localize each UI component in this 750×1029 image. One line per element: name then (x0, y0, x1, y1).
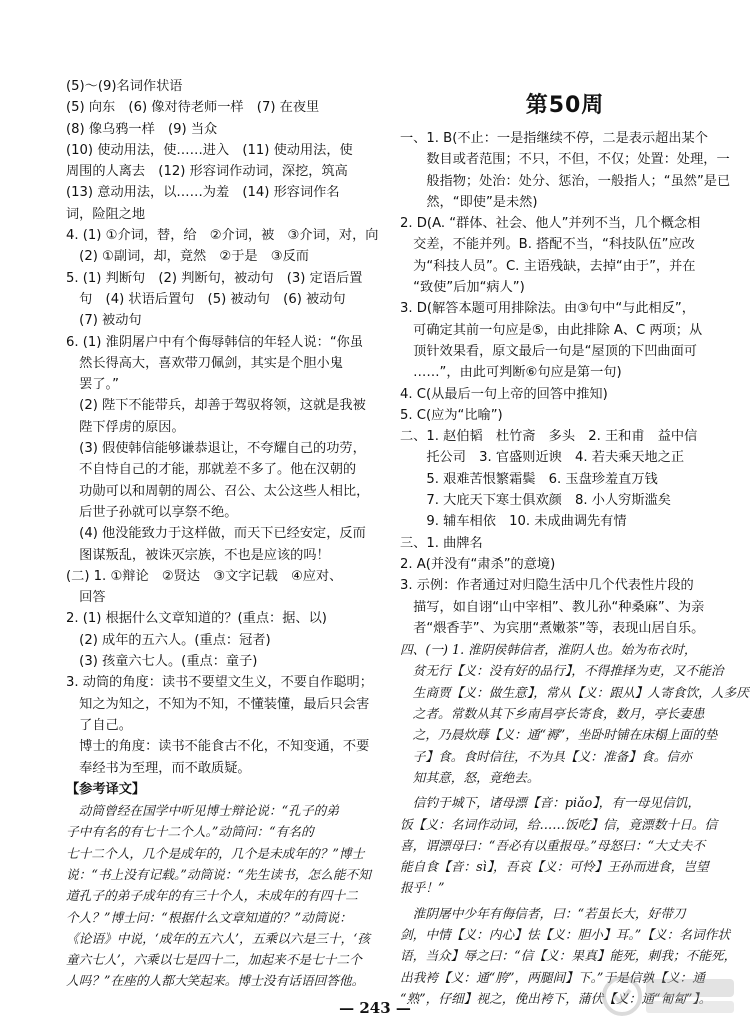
right-text-line: 出我袴【义：通“胯”，两腿间】下。”于是信孰【义：通 (400, 969, 705, 985)
left-text-line: (13) 意动用法，以……为羞 (14) 形容词作名 (66, 185, 340, 201)
left-text-line: 3. 动筒的角度：读书不要望文生义，不要自作聪明； (66, 675, 373, 691)
left-text-line: 词，险阻之地 (66, 206, 146, 222)
right-text-line: 数目或者范围；不只，不但，不仅；处置：处理，一 (400, 152, 730, 168)
left-text-line: 子中有名的有七十二个人。”动筒问：“有名的 (66, 824, 314, 840)
left-text-line: (10) 使动用法，使……进入 (11) 使动用法，使 (66, 142, 353, 158)
right-text-line: 生商贾【义：做生意】，常从【义：跟从】人寄食饮，人多厌 (400, 684, 749, 700)
left-text-line: 【参考译文】 (66, 781, 146, 797)
right-text-line: 5. C(应为“比喻”) (400, 407, 503, 423)
left-text-line: 罢了。” (66, 377, 119, 393)
left-text-line: 回答 (66, 590, 106, 606)
watermark-logo-icon (600, 969, 740, 1023)
left-text-line: (2) 陛下不能带兵，却善于驾驭将领，这就是我被 (66, 398, 366, 414)
right-text-line: 描写，如自诩“山中宰相”、教儿孙“种桑麻”、为亲 (400, 599, 705, 615)
right-text-line: 2. D(A. “群体、社会、他人”并列不当，几个概念相 (400, 216, 701, 232)
right-text-line: 知其意，怒，竟绝去。 (400, 769, 540, 785)
right-text-line: 信钓于城下，诸母漂【音：piǎo】，有一母见信饥， (400, 795, 701, 811)
right-text-line: 4. C(从最后一句上帝的回答中推知) (400, 386, 608, 402)
left-text-line: 陛下俘虏的原因。 (66, 419, 185, 435)
right-text-line: 喜，谓漂母曰：“吾必有以重报母。”母怒曰：“大丈夫不 (400, 837, 705, 853)
left-text-line: 4. (1) ①介词，替，给 ②介词，被 ③介词，对，向 (66, 228, 379, 244)
right-text-line: 子】食。食时信往，不为具【义：准备】食。信亦 (400, 748, 692, 764)
left-text-line: 说：“书上没有记载。”动筒说：“先生读书，怎么能不知 (66, 866, 371, 882)
right-column (400, 128, 749, 1009)
right-text-line: 之，乃晨炊蓐【义：通“褥”，坐卧时铺在床榻上面的垫 (400, 727, 718, 743)
left-text-line: 了自己。 (66, 717, 132, 733)
right-text-line: 之者。常数从其下乡南昌亭长寄食，数月，亭长妻患 (400, 706, 705, 722)
right-text-line: 贫无行【义：没有好的品行】，不得推择为吏，又不能治 (400, 663, 724, 679)
left-text-line: 然长得高大，喜欢带刀佩剑，其实是个胆小鬼 (66, 355, 343, 371)
left-text-line: 不自恃自己的才能，那就差不多了。他在汉朝的 (66, 462, 357, 478)
right-text-line: 托公司 3. 官盛则近谀 4. 若夫乘天地之正 (400, 450, 685, 466)
left-text-line: 6. (1) 淮阴屠户中有个侮辱韩信的年轻人说：“你虽 (66, 334, 364, 350)
right-text-line: 者“煨香芋”、为宾朋“煮嫩茶”等，表现山居自乐。 (400, 620, 705, 636)
right-text-line: 剑，中情【义：内心】怯【义：胆小】耳。”【义：名词作状 (400, 926, 731, 942)
right-text-line: 7. 大庇天下寒士俱欢颜 8. 小人穷斯滥矣 (400, 493, 671, 509)
right-text-line: 般指物；处治：处分、惩治，一般指人；“虽然”是已 (400, 173, 731, 189)
left-text-line: 句 (4) 状语后置句 (5) 被动句 (6) 被动句 (66, 291, 346, 307)
right-text-line: 3. 示例：作者通过对归隐生活中几个代表性片段的 (400, 578, 694, 594)
right-text-line: 3. D(解答本题可用排除法。由③句中“与此相反”， (400, 301, 695, 317)
left-text-line: 知之为知之，不知为不知，不懂装懂，最后只会害 (66, 696, 370, 712)
right-text-line: “致使”后加“病人”) (400, 280, 525, 296)
right-text-line: 语，当众】辱之曰：“信【义：果真】能死，刺我；不能死， (400, 948, 737, 964)
left-text-line: 个人？”博士问：“根据什么文章知道的？”动筒说： (66, 909, 352, 925)
right-text-line: 饭【义：名词作动词，给……饭吃】信，竟漂数十日。信 (400, 816, 718, 832)
week-title: 第50周 (525, 93, 605, 118)
right-text-line: ……”，由此可判断⑥句应是第一句) (400, 365, 622, 381)
right-text-line: 一、1. B(不止：一是指继续不停，二是表示超出某个 (400, 131, 708, 146)
right-text-line: 为“科技人员”。C. 主语残缺，去掉“由于”，并在 (400, 258, 696, 274)
left-text-line: 道孔子的弟子成年的有三十个人，未成年的有四十二 (66, 888, 358, 904)
left-text-line: 人吗？”在座的人都大笑起来。博士没有话语回答他。 (66, 973, 365, 989)
right-text-line: 5. 艰难苦恨繁霜鬓 6. 玉盘珍羞直万钱 (400, 471, 658, 487)
left-column (66, 76, 380, 992)
right-text-line: 顶针效果看，原文最后一句是“屋顶的下凹曲面可 (400, 343, 697, 359)
right-text-line: 二、1. 赵伯韬 杜竹斋 多头 2. 王和甫 益中信 (400, 429, 698, 445)
watermark-logo (600, 969, 740, 1023)
left-text-line: (7) 被动句 (66, 313, 142, 329)
right-text-line: 2. A(并没有“肃杀”的意境) (400, 556, 556, 572)
page-number: — 243 — (339, 999, 411, 1017)
right-text-line: 然，“即使”是未然) (400, 194, 538, 210)
left-text-line: 奉经书为至理，而不敢质疑。 (66, 760, 251, 776)
left-text-line: 图谋叛乱，被诛灭宗族，不也是应该的吗！ (66, 547, 330, 563)
left-text-line: 后世子孙就可以享祭不绝。 (66, 504, 238, 520)
right-text-line: 可确定其前一句应是⑤，由此排除 A、C 两项；从 (400, 322, 703, 338)
left-text-line: (8) 像乌鸦一样 (9) 当众 (66, 121, 218, 137)
left-text-line: (二) 1. ①辩论 ②贤达 ③文字记载 ④应对、 (66, 568, 343, 584)
left-text-line: 博士的角度：读书不能食古不化，不知变通，不要 (66, 739, 370, 755)
left-text-line: (3) 假使韩信能够谦恭退让，不夸耀自己的功劳， (66, 441, 366, 457)
left-text-line: (4) 他没能致力于这样做，而天下已经安定，反而 (66, 526, 366, 542)
right-text-line: 三、1. 曲牌名 (400, 535, 483, 551)
left-text-line: (2) 成年的五六人。(重点：冠者) (66, 632, 271, 648)
left-text-line: 5. (1) 判断句 (2) 判断句，被动句 (3) 定语后置 (66, 270, 363, 286)
left-text-line: 《论语》中说，‘成年的五六人’，五乘以六是三十，‘孩 (66, 930, 370, 946)
left-text-line: (3) 孩童六七人。(重点：童子) (66, 654, 258, 670)
left-text-line: 动筒曾经在国学中听见博士辩论说：“孔子的弟 (66, 803, 339, 819)
left-text-line: 七十二个人，几个是成年的，几个是未成年的？”博士 (66, 845, 365, 861)
left-text-line: 功勋可以和周朝的周公、召公、太公这些人相比， (66, 483, 370, 499)
left-text-line: (2) ①副词，却，竟然 ②于是 ③反而 (66, 249, 309, 265)
right-text-line: “熟”，仔细】视之，俛出袴下，蒲伏【义：通“匍匐”】。 (400, 990, 712, 1006)
left-text-line: 周围的人离去 (12) 形容词作动词，深挖，筑高 (66, 164, 348, 180)
right-text-line: 四、(一) 1. 淮阴侯韩信者，淮阴人也。始为布衣时， (400, 642, 697, 658)
left-text-line: (5)～(9)名词作状语 (66, 79, 183, 94)
right-text-line: 能自食【音：sì】，吾哀【义：可怜】王孙而进食，岂望 (400, 859, 709, 875)
left-text-line: 童六七人’，六乘以七是四十二，加起来不是七十二个 (66, 952, 362, 968)
right-text-line: 淮阴屠中少年有侮信者，曰：“若虽长大，好带刀 (400, 905, 686, 921)
left-text-line: 2. (1) 根据什么文章知道的？(重点：据、以) (66, 611, 327, 627)
right-text-line: 报乎！” (400, 880, 445, 896)
left-text-line: (5) 向东 (6) 像对待老师一样 (7) 在夜里 (66, 100, 320, 116)
right-text-line: 交差，不能并列。B. 搭配不当，“科技队伍”应改 (400, 237, 695, 253)
right-text-line: 9. 辅车相依 10. 未成曲调先有情 (400, 514, 627, 530)
